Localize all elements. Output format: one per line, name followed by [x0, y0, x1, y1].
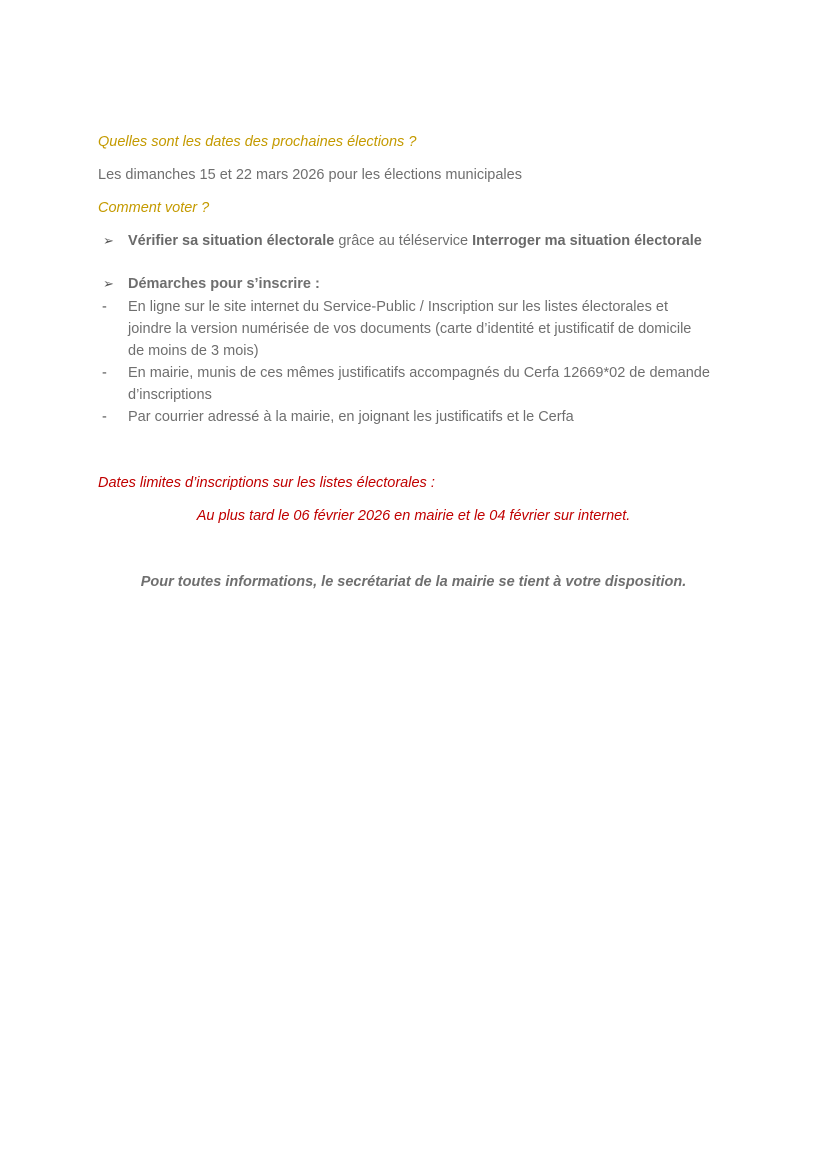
list-item — [128, 362, 738, 406]
deadlines-detail: Au plus tard le 06 février 2026 en mairie et le 04 février sur internet. — [196, 508, 631, 524]
list-item — [128, 296, 738, 362]
list-item-line: En ligne sur le site internet du Service-Public / Inscription sur les listes électorales et — [128, 299, 668, 315]
verify-situation-label: Vérifier sa situation électorale — [128, 233, 335, 249]
verify-middle-text: grâce au téléservice — [334, 233, 473, 249]
list-item-line: de moins de 3 mois) — [128, 343, 259, 359]
how-to-vote-heading: Comment voter ? — [98, 200, 210, 216]
list-item-line: d’inscriptions — [128, 387, 212, 403]
dash-bullet-icon: - — [102, 409, 107, 425]
list-item-line: joindre la version numérisée de vos documents (carte d’identité et justificatif de domicile — [128, 321, 692, 337]
dates-question-heading: Quelles sont les dates des prochaines élections ? — [98, 134, 417, 150]
arrow-bullet-icon: ➢ — [103, 276, 114, 291]
contact-note: Pour toutes informations, le secrétariat de la mairie se tient à votre disposition. — [140, 574, 687, 590]
list-item-line: En mairie, munis de ces mêmes justificatifs accompagnés du Cerfa 12669*02 de demande — [128, 365, 710, 381]
interroger-situation-label: Interroger ma situation électorale — [472, 233, 702, 249]
steps-title: Démarches pour s’inscrire : — [128, 276, 320, 292]
arrow-bullet-icon: ➢ — [103, 233, 114, 248]
list-item — [128, 406, 738, 428]
verify-situation-line — [128, 230, 738, 252]
dates-answer: Les dimanches 15 et 22 mars 2026 pour les élections municipales — [98, 167, 522, 183]
dash-bullet-icon: - — [102, 365, 107, 381]
deadlines-heading: Dates limites d’inscriptions sur les listes électorales : — [98, 475, 435, 491]
dash-bullet-icon: - — [102, 299, 107, 315]
list-item-line: Par courrier adressé à la mairie, en joignant les justificatifs et le Cerfa — [128, 409, 574, 425]
